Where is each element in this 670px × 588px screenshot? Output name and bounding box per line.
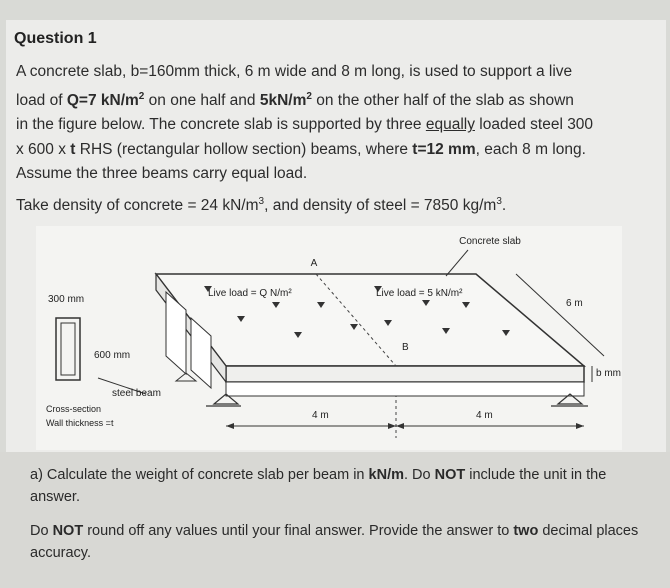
slab-diagram [36,226,622,450]
wall-thickness-label: Wall thickness =t [46,418,114,428]
live-load-q-label: Live load = Q N/m² [208,288,292,299]
cross-section-label: Cross-section [46,404,102,414]
span-right-label: 4 m [476,410,493,421]
question-line-3: in the figure below. The concrete slab is supported by three equally loaded steel 300 [16,116,594,134]
concrete-slab-label: Concrete slab [459,236,521,247]
width-300-label: 300 mm [48,294,85,305]
slab-figure [36,226,622,450]
beam-front [226,382,584,396]
span-left-label: 4 m [312,410,329,421]
question-line-2: load of Q=7 $kN/m^2$ on one half and $5kN/m^2$ on the other half of the slab as shown [16,90,574,109]
live-load-5-label: Live load = 5 kN/m² [376,288,463,299]
question-line-4: x 600 x t RHS (rectangular hollow section) beams, where t=12 mm, each 8 m long. [16,140,586,158]
height-600-label: 600 mm [94,350,131,361]
part-a-question: a) Calculate the weight of concrete slab per beam in kN/m. Do NOT include the unit in the answer. [30,467,607,505]
slab-front [226,366,584,382]
question-line-5: Assume the three beams carry equal load. [16,165,308,183]
steel-beam-label: steel beam [112,388,161,399]
width-label: 6 m [566,298,583,309]
question-text [16,60,646,187]
point-b-label: B [402,342,409,353]
cross-section-outer [56,318,80,380]
point-a-label: A [310,258,318,269]
cross-section-inner [61,323,75,375]
slab-pointer [446,250,468,276]
question-line-1: A concrete slab, b=160mm thick, 6 m wide and 8 m long, is used to support a live [16,63,573,80]
density-text: Take density of concrete = 24 $kN/m^3$, and density of steel = 7850 $kg/m^3$. [16,196,507,215]
thickness-label: b mm [596,368,621,379]
rounding-note: Do NOT round off any values until your final answer. Provide the answer to two decimal places accuracy. [30,523,639,561]
question-title: Question 1 [14,30,97,47]
